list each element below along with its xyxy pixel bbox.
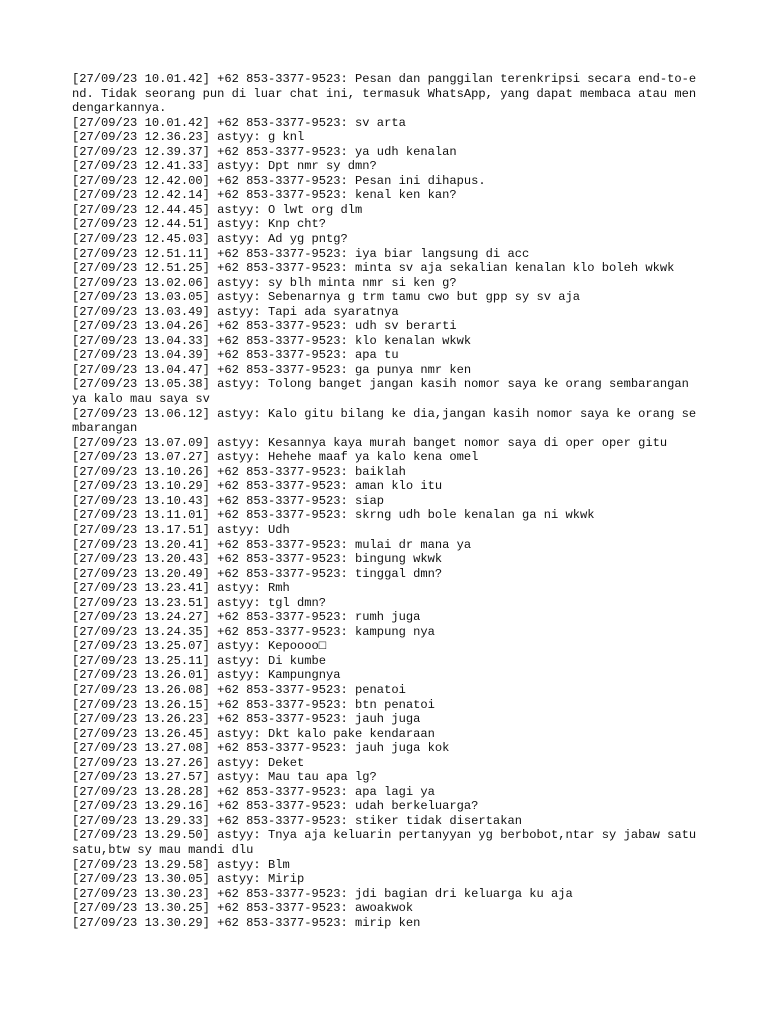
chat-line: [27/09/23 13.29.50] astyy: Tnya aja keluarin pertanyyan yg berbobot,ntar sy jabaw satu satu,btw sy mau mandi dlu: [72, 828, 704, 857]
chat-line: [27/09/23 12.42.14] +62 853-3377-9523: kenal ken kan?: [72, 188, 457, 203]
chat-line: [27/09/23 12.44.51] astyy: Knp cht?: [72, 217, 327, 232]
chat-line: [27/09/23 13.24.35] +62 853-3377-9523: kampung nya: [72, 624, 435, 639]
chat-line: [27/09/23 13.26.45] astyy: Dkt kalo pake kendaraan: [72, 726, 435, 741]
chat-line: [27/09/23 12.36.23] astyy: g knl: [72, 130, 305, 145]
chat-line: [27/09/23 13.20.41] +62 853-3377-9523: mulai dr mana ya: [72, 537, 472, 552]
chat-line: [27/09/23 13.29.16] +62 853-3377-9523: udah berkeluarga?: [72, 799, 479, 814]
chat-line: [27/09/23 13.04.26] +62 853-3377-9523: udh sv berarti: [72, 319, 457, 334]
chat-line: [27/09/23 13.07.09] astyy: Kesannya kaya murah banget nomor saya di oper oper gitu: [72, 435, 668, 450]
chat-line: [27/09/23 13.29.58] astyy: Blm: [72, 857, 290, 872]
chat-line: [27/09/23 12.45.03] astyy: Ad yg pntg?: [72, 232, 348, 247]
chat-line: [27/09/23 13.23.51] astyy: tgl dmn?: [72, 595, 327, 610]
chat-line: [27/09/23 13.10.43] +62 853-3377-9523: siap: [72, 493, 385, 508]
chat-line: [27/09/23 13.03.05] astyy: Sebenarnya g trm tamu cwo but gpp sy sv aja: [72, 290, 581, 305]
chat-line: [27/09/23 13.26.23] +62 853-3377-9523: jauh juga: [72, 712, 421, 727]
chat-line: [27/09/23 13.17.51] astyy: Udh: [72, 522, 290, 537]
chat-line: [27/09/23 12.51.11] +62 853-3377-9523: iya biar langsung di acc: [72, 246, 530, 261]
chat-line: [27/09/23 13.26.08] +62 853-3377-9523: penatoi: [72, 682, 406, 697]
chat-line: [27/09/23 13.04.39] +62 853-3377-9523: apa tu: [72, 348, 399, 363]
chat-line: [27/09/23 13.04.33] +62 853-3377-9523: klo kenalan wkwk: [72, 333, 472, 348]
chat-line: [27/09/23 10.01.42] +62 853-3377-9523: sv arta: [72, 115, 406, 130]
chat-line: [27/09/23 13.06.12] astyy: Kalo gitu bilang ke dia,jangan kasih nomor saya ke orang sembarangan: [72, 406, 697, 436]
chat-line: [27/09/23 13.30.25] +62 853-3377-9523: awoakwok: [72, 901, 414, 916]
chat-line: [27/09/23 13.29.33] +62 853-3377-9523: stiker tidak disertakan: [72, 813, 522, 828]
chat-line: [27/09/23 13.10.29] +62 853-3377-9523: aman klo itu: [72, 479, 443, 494]
chat-line: [27/09/23 13.04.47] +62 853-3377-9523: ga punya nmr ken: [72, 362, 472, 377]
chat-line: [27/09/23 13.27.57] astyy: Mau tau apa lg?: [72, 770, 377, 785]
chat-line: [27/09/23 13.05.38] astyy: Tolong banget jangan kasih nomor saya ke orang sembarangan ya kalo mau saya sv: [72, 377, 697, 407]
chat-line: [27/09/23 13.03.49] astyy: Tapi ada syaratnya: [72, 304, 399, 319]
chat-line: [27/09/23 13.20.43] +62 853-3377-9523: bingung wkwk: [72, 552, 443, 567]
chat-line: [27/09/23 13.25.07] astyy: Kepoooo□: [72, 639, 327, 654]
chat-line: [27/09/23 13.26.01] astyy: Kampungnya: [72, 668, 341, 683]
chat-line: [27/09/23 13.30.23] +62 853-3377-9523: jdi bagian dri keluarga ku aja: [72, 886, 573, 901]
chat-transcript: [72, 72, 702, 930]
chat-line: [27/09/23 12.44.45] astyy: O lwt org dlm: [72, 202, 363, 217]
chat-line: [27/09/23 12.42.00] +62 853-3377-9523: Pesan ini dihapus.: [72, 173, 486, 188]
chat-line: [27/09/23 13.28.28] +62 853-3377-9523: apa lagi ya: [72, 784, 435, 799]
chat-line: [27/09/23 13.30.05] astyy: Mirip: [72, 872, 305, 887]
chat-line: [27/09/23 13.27.26] astyy: Deket: [72, 755, 305, 770]
chat-line: [27/09/23 10.01.42] +62 853-3377-9523: Pesan dan panggilan terenkripsi secara end-to-end. Tidak seorang pun di luar chat ini, termasuk WhatsApp, yang dapat membaca atau mendengarkannya.: [72, 72, 697, 116]
chat-line: [27/09/23 13.25.11] astyy: Di kumbe: [72, 653, 327, 668]
chat-line: [27/09/23 12.39.37] +62 853-3377-9523: ya udh kenalan: [72, 144, 457, 159]
chat-line: [27/09/23 13.24.27] +62 853-3377-9523: rumh juga: [72, 610, 421, 625]
chat-line: [27/09/23 13.23.41] astyy: Rmh: [72, 581, 290, 596]
chat-line: [27/09/23 13.11.01] +62 853-3377-9523: skrng udh bole kenalan ga ni wkwk: [72, 508, 595, 523]
chat-line: [27/09/23 13.27.08] +62 853-3377-9523: jauh juga kok: [72, 741, 450, 756]
chat-line: [27/09/23 13.07.27] astyy: Hehehe maaf ya kalo kena omel: [72, 450, 479, 465]
chat-line: [27/09/23 13.10.26] +62 853-3377-9523: baiklah: [72, 464, 406, 479]
chat-line: [27/09/23 13.20.49] +62 853-3377-9523: tinggal dmn?: [72, 566, 443, 581]
chat-line: [27/09/23 12.41.33] astyy: Dpt nmr sy dmn?: [72, 159, 377, 174]
chat-line: [27/09/23 13.26.15] +62 853-3377-9523: btn penatoi: [72, 697, 435, 712]
chat-line: [27/09/23 13.30.29] +62 853-3377-9523: mirip ken: [72, 915, 421, 930]
chat-line: [27/09/23 12.51.25] +62 853-3377-9523: minta sv aja sekalian kenalan klo boleh wkwk: [72, 261, 675, 276]
chat-line: [27/09/23 13.02.06] astyy: sy blh minta nmr si ken g?: [72, 275, 457, 290]
